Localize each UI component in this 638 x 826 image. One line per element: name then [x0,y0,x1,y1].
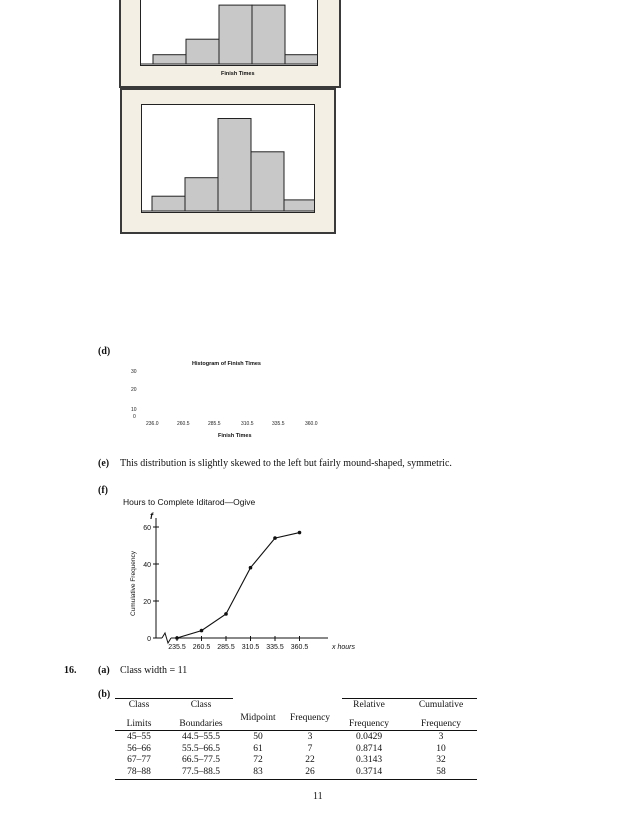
ogive-xtick-label: 310.5 [241,644,260,651]
ogive-ytick-label: 40 [143,562,151,569]
header-cumfreq-bottom: Frequency [420,719,462,729]
histogram-top-xlabel: Finish Times [221,71,255,77]
part-d-xlabel: Finish Times [218,433,252,439]
histogram-middle-bar [218,119,251,212]
part-d-xtick-1: 236.0 [146,421,159,427]
histogram-middle-svg [142,105,314,212]
table-cell-class-limits: 67–77 [127,755,151,765]
part-d-xtick-4: 310.5 [241,421,254,427]
table-cell-midpoint: 61 [253,743,263,754]
table-cell-midpoint: 83 [253,766,263,777]
table-cell-relative-frequency: 0.0429 [355,732,383,742]
part-d-title: Histogram of Finish Times [192,361,261,367]
table-cell-class-boundaries: 44.5–55.5 [182,732,220,742]
part-d-label: (d) [98,346,111,357]
ogive-ytick-label: 0 [147,636,151,643]
histogram-middle-bar [251,152,284,211]
table-cell-class-boundaries: 55.5–66.5 [182,743,220,754]
ogive-point [175,636,179,640]
ogive-point [249,566,253,570]
histogram-top-bar [219,5,252,64]
problem-16-part-a-text: Class width = 11 [120,665,188,676]
part-f-label: (f) [98,485,108,496]
ogive-chart [120,494,360,656]
ogive-ytick-label: 60 [143,525,151,532]
part-d-ytick-10: 10 [131,407,137,413]
histogram-frame-top [119,0,341,88]
table-cell-frequency: 22 [305,755,315,765]
part-e-label: (e) [98,458,110,469]
header-class-limits-bottom: Limits [126,719,152,729]
header-class-limits-top: Class [128,700,150,710]
histogram-plot-top [140,0,318,66]
histogram-top-bar [186,39,219,64]
problem-16-part-a-label: (a) [98,665,110,676]
table-cell-cumulative-frequency: 3 [438,732,444,742]
ogive-point [200,629,204,633]
histogram-middle-bar [152,196,185,211]
table-top-rule-left [115,698,233,699]
table-cell-cumulative-frequency: 10 [436,743,446,754]
ogive-title: Hours to Complete Iditarod—Ogive [123,497,256,507]
part-d-xtick-2: 260.5 [177,421,190,427]
ogive-ylabel: Cumulative Frequency [130,550,137,616]
part-d-ytick-0: 0 [133,414,136,420]
table-bottom-rule [115,779,477,780]
histogram-middle-bar [284,200,314,211]
table-cell-frequency: 3 [307,732,313,742]
part-d-xtick-3: 285.5 [208,421,221,427]
part-d-ytick-20: 20 [131,387,137,393]
table-cell-cumulative-frequency: 32 [436,755,446,765]
ogive-xtick-label: 260.5 [192,644,211,651]
table-cell-frequency: 26 [305,766,315,777]
table-cell-midpoint: 72 [253,755,263,765]
header-midpoint: Midpoint [240,713,276,723]
page-number: 11 [313,791,323,802]
problem-16-number: 16. [64,665,77,676]
table-cell-class-limits: 56–66 [127,743,151,754]
table-header-rule [115,730,477,731]
ogive-point [224,612,228,616]
ogive-xtick-label: 335.5 [266,644,284,651]
part-d-xtick-6: 360.0 [305,421,318,427]
ogive-x-unit: x hours [332,644,355,651]
part-e-text: This distribution is slightly skewed to the left but fairly mound-shaped, symmetric. [120,458,452,469]
table-cell-relative-frequency: 0.3143 [355,755,383,765]
ogive-xtick-label: 235.5 [168,644,186,651]
problem-16-part-b-label: (b) [98,689,111,700]
table-cell-frequency: 7 [307,743,313,754]
ogive-point [273,536,277,540]
histogram-top-svg [141,0,317,65]
histogram-middle-bar [185,178,218,211]
table-cell-class-limits: 78–88 [127,766,151,777]
header-cumfreq-top: Cumulative [418,700,464,710]
ogive-xtick-label: 360.5 [290,644,309,651]
table-cell-class-boundaries: 66.5–77.5 [182,755,220,765]
ogive-xtick-label: 285.5 [217,644,235,651]
part-d-xtick-5: 335.5 [272,421,285,427]
ogive-ytick-label: 20 [143,599,151,606]
histogram-plot-middle [141,104,315,213]
header-class-bounds-bottom: Boundaries [179,719,223,729]
header-relfreq-top: Relative [353,700,385,710]
table-top-rule-right [342,698,477,699]
ogive-axis-break [162,633,171,643]
header-frequency: Frequency [289,713,331,723]
ogive-f-label: f [150,511,153,521]
table-cell-midpoint: 50 [253,732,263,742]
histogram-top-bar [285,55,317,64]
part-d-ytick-30: 30 [131,369,137,375]
table-cell-cumulative-frequency: 58 [436,766,446,777]
ogive-point [298,531,302,535]
table-cell-class-boundaries: 77.5–88.5 [182,766,220,777]
histogram-top-bar [153,55,186,64]
header-class-bounds-top: Class [190,700,212,710]
histogram-frame-middle [120,88,336,234]
histogram-top-bar [252,5,285,64]
table-cell-class-limits: 45–55 [127,732,151,742]
ogive-series-line [177,533,300,638]
header-relfreq-bottom: Frequency [348,719,390,729]
table-cell-relative-frequency: 0.8714 [355,743,383,754]
table-cell-relative-frequency: 0.3714 [355,766,383,777]
